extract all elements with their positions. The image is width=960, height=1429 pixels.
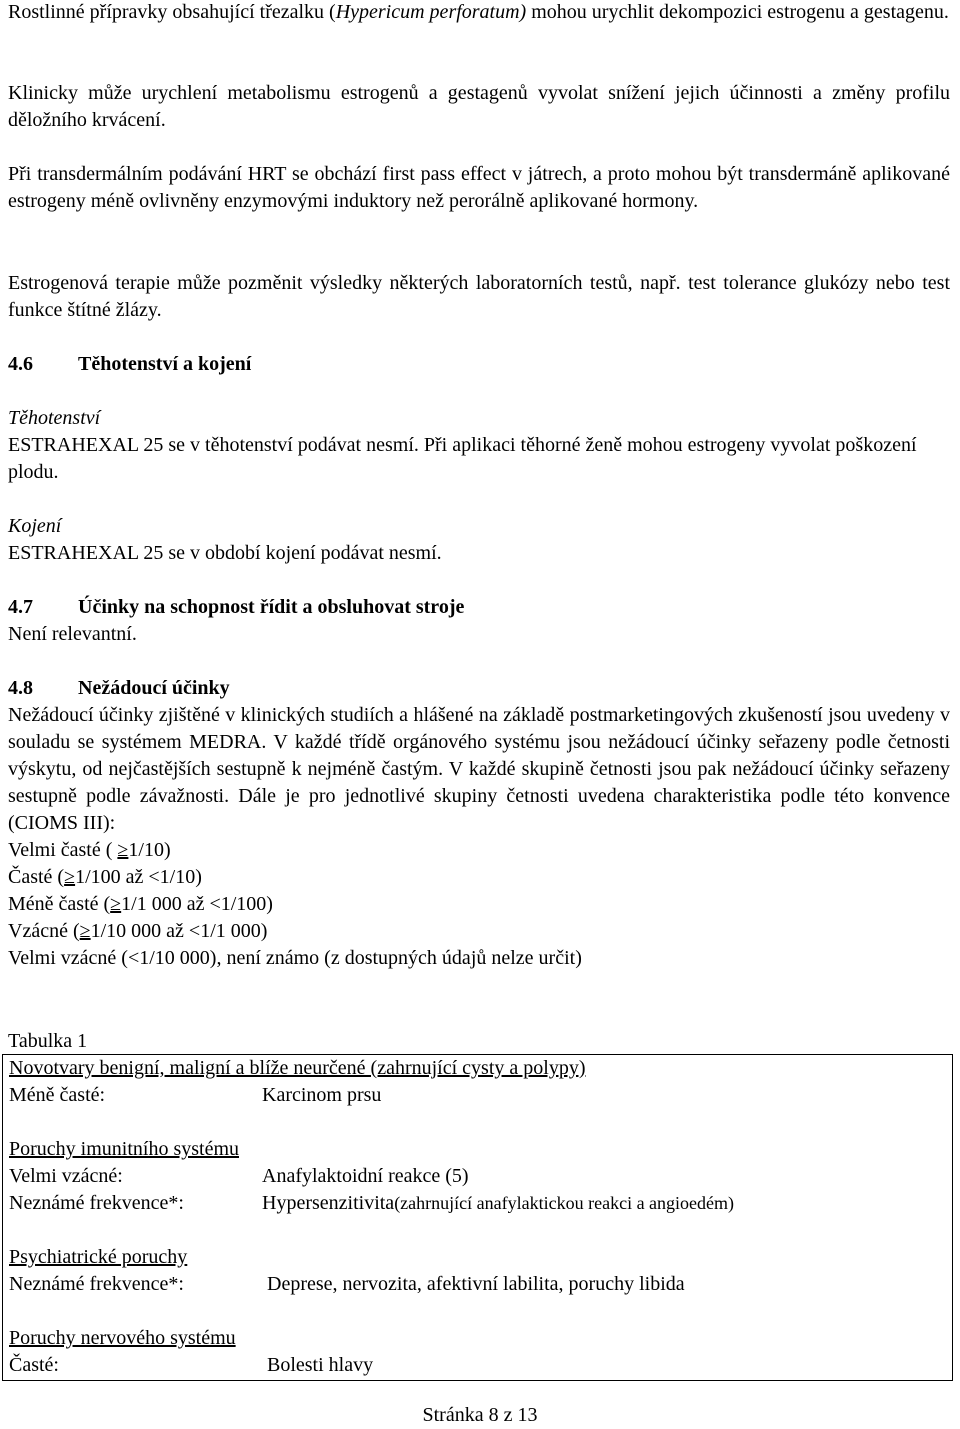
table-caption: Tabulka 1 (8, 1030, 88, 1052)
table-category-nervous: Poruchy nervového systému (9, 1327, 236, 1349)
frequency-item: Vzácné (≥1/10 000 až <1/1 000) (8, 920, 268, 942)
section-heading-4-8: 4.8 Nežádoucí účinky (8, 677, 230, 699)
table-category-immune: Poruchy imunitního systému (9, 1138, 239, 1160)
frequency-item: Velmi časté ( ≥1/10) (8, 839, 171, 861)
subheading-breastfeeding: Kojení (8, 515, 62, 537)
table-category-psychiatric: Psychiatrické poruchy (9, 1246, 188, 1268)
paragraph-transdermal: Při transdermálním podávání HRT se obchází first pass effect v játrech, a proto mohou být transdermáně aplikované estrogeny méně ovlivněny enzymovými induktory než perorálně aplikované hormony. (8, 163, 950, 212)
section-heading-4-7: 4.7 Účinky na schopnost řídit a obsluhovat stroje (8, 596, 465, 618)
table-row: Velmi vzácné: Anafylaktoidní reakce (5) (9, 1165, 469, 1187)
section-heading-4-6: 4.6 Těhotenství a kojení (8, 353, 252, 375)
frequency-item: Časté (≥1/100 až <1/10) (8, 866, 202, 888)
paragraph-adverse-effects: Nežádoucí účinky zjištěné v klinických studiích a hlášené na základě postmarketingových zkušeností jsou uvedeny v souladu se systémem MEDRA. V každé třídě orgánového systému jsou nežádoucí účinky seřazeny podle četnosti výskytu, od nejčastějších sestupně k nejméně častým. V každé skupině četnosti jsou pak nežádoucí účinky seřazeny sestupně podle závažnosti. Dále je pro jednotlivé skupiny četnosti uvedena charakteristika podle této konvence (CIOMS III): (8, 704, 950, 834)
adverse-effects-table (2, 1054, 953, 1381)
paragraph-pregnancy: ESTRAHEXAL 25 se v těhotenství podávat nesmí. Při aplikaci těhorné ženě mohou estrogeny vyvolat poškození plodu. (8, 434, 917, 483)
paragraph-metabolism: Klinicky může urychlení metabolismu estrogenů a gestagenů vyvolat snížení jejich účinnosti a změny profilu děložního krvácení. (8, 82, 950, 131)
table-row: Časté: Bolesti hlavy (9, 1354, 374, 1376)
paragraph-breastfeeding: ESTRAHEXAL 25 se v období kojení podávat nesmí. (8, 542, 442, 564)
table-row: Méně časté: Karcinom prsu (9, 1084, 382, 1106)
frequency-item: Méně časté (≥1/1 000 až <1/100) (8, 893, 273, 915)
page-number: Stránka 8 z 13 (422, 1404, 538, 1426)
frequency-list (8, 837, 950, 972)
subheading-pregnancy: Těhotenství (8, 407, 101, 429)
paragraph-lab-tests: Estrogenová terapie může pozměnit výsledky některých laboratorních testů, např. test tolerance glukózy nebo test funkce štítné žlázy. (8, 272, 950, 321)
frequency-item: Velmi vzácné (<1/10 000), není známo (z dostupných údajů nelze určit) (8, 947, 582, 969)
paragraph-driving: Není relevantní. (8, 623, 137, 645)
table-row: Neznámé frekvence*: Deprese, nervozita, afektivní labilita, poruchy libida (9, 1273, 685, 1295)
paragraph-st-johns-wort: Rostlinné přípravky obsahující třezalku (Hypericum perforatum) mohou urychlit dekompozici estrogenu a gestagenu. (8, 1, 949, 23)
table-row: Neznámé frekvence*: Hypersenzitivita(zahrnující anafylaktickou reakci a angioedém) (9, 1192, 735, 1214)
table-category-neoplasms: Novotvary benigní, maligní a blíže neurčené (zahrnující cysty a polypy) (9, 1057, 586, 1079)
